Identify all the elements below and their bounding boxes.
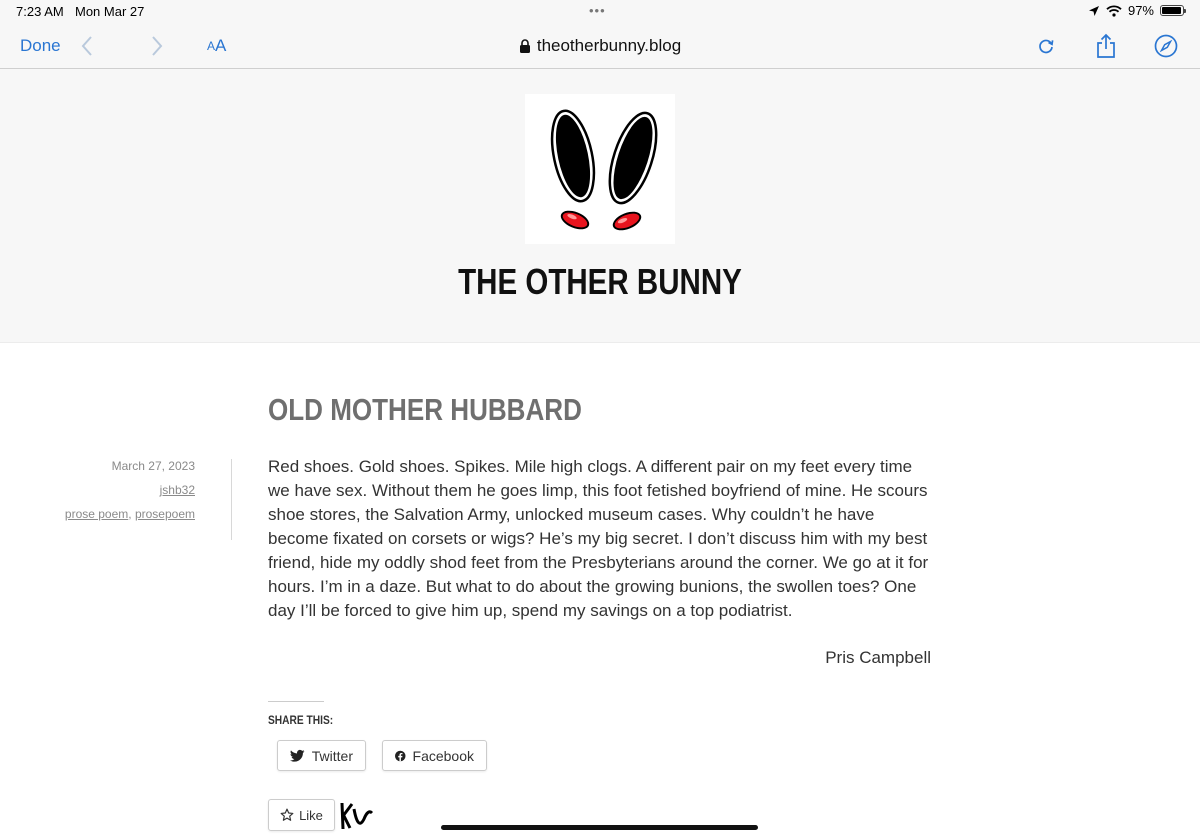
- share-twitter-button[interactable]: [277, 740, 366, 771]
- bookmarks-button[interactable]: [1154, 24, 1178, 68]
- site-header: [0, 69, 1200, 343]
- avatar-icon: [340, 801, 374, 831]
- status-right: [1088, 3, 1184, 18]
- liker-avatar[interactable]: [340, 801, 374, 831]
- share-twitter-label: Twitter: [311, 747, 353, 764]
- chevron-right-icon: [150, 35, 164, 57]
- post-signature: Pris Campbell: [825, 648, 931, 667]
- chevron-left-icon: [80, 35, 94, 57]
- like-label: Like: [299, 807, 323, 823]
- text-size-small-a: A: [207, 39, 216, 53]
- share-icon: [1095, 33, 1117, 59]
- tag-link-prose-poem[interactable]: prose poem: [64, 507, 129, 521]
- meta-divider: [231, 459, 232, 540]
- compass-icon: [1154, 34, 1178, 58]
- post-title[interactable]: OLD MOTHER HUBBARD: [268, 392, 582, 427]
- home-indicator[interactable]: [441, 825, 758, 830]
- site-title[interactable]: THE OTHER BUNNY: [458, 261, 742, 302]
- reload-icon: [1036, 36, 1056, 56]
- back-button[interactable]: [80, 24, 94, 68]
- battery-icon: [1160, 5, 1184, 16]
- tag-separator: ,: [128, 507, 135, 521]
- post-body: Red shoes. Gold shoes. Spikes. Mile high clogs. A different pair on my feet every time we have sex. Without them he goes limp, this foot fetished boyfriend of mine. He scours shoe stores, the Salvation Army, unlocked museum cases. Why couldn’t he have become fixated on corsets or wigs? He’s my big secret. I don’t discuss him with my best friend, hide my oddly shod feet from the Presbyterians around the corner. We go at it for hours. I’m in a daze. But what to do about the growing bunions, the swollen toes? One day I’ll be forced to give him up, spend my savings on a top podiatrist.: [268, 457, 929, 620]
- facebook-icon: [395, 748, 406, 764]
- share-heading: SHARE THIS:: [268, 713, 334, 727]
- wifi-icon: [1106, 5, 1122, 17]
- post-tags: [65, 507, 195, 521]
- browser-toolbar: [0, 24, 1200, 69]
- share-divider: [268, 701, 324, 702]
- post-date[interactable]: March 27, 2023: [111, 459, 195, 473]
- lock-icon: [519, 39, 531, 53]
- url-text[interactable]: theotherbunny.blog: [536, 36, 682, 55]
- address-bar: [0, 24, 1200, 68]
- done-button[interactable]: Done: [20, 36, 61, 55]
- battery-fill: [1162, 7, 1181, 14]
- star-icon: [280, 808, 294, 822]
- like-button[interactable]: [268, 799, 335, 831]
- share-facebook-label: Facebook: [412, 747, 474, 764]
- bunny-ears-icon: [525, 94, 675, 244]
- forward-button[interactable]: [150, 24, 164, 68]
- reload-button[interactable]: [1036, 24, 1056, 68]
- status-time: 7:23 AM: [16, 4, 64, 19]
- post-meta: [65, 459, 195, 531]
- location-icon: [1088, 5, 1100, 17]
- status-date: Mon Mar 27: [75, 4, 145, 19]
- post-author-link[interactable]: jshb32: [159, 483, 195, 497]
- tag-link-prosepoem[interactable]: prosepoem: [134, 507, 195, 521]
- share-facebook-button[interactable]: [382, 740, 487, 771]
- battery-percent: 97%: [1127, 3, 1154, 18]
- multitasking-dots[interactable]: •••: [589, 3, 606, 18]
- text-size-button[interactable]: [207, 24, 226, 68]
- share-button[interactable]: [1095, 24, 1117, 68]
- text-size-large-a: A: [215, 36, 227, 55]
- status-bar: [0, 0, 1200, 24]
- site-logo[interactable]: [525, 94, 675, 244]
- twitter-icon: [290, 749, 305, 763]
